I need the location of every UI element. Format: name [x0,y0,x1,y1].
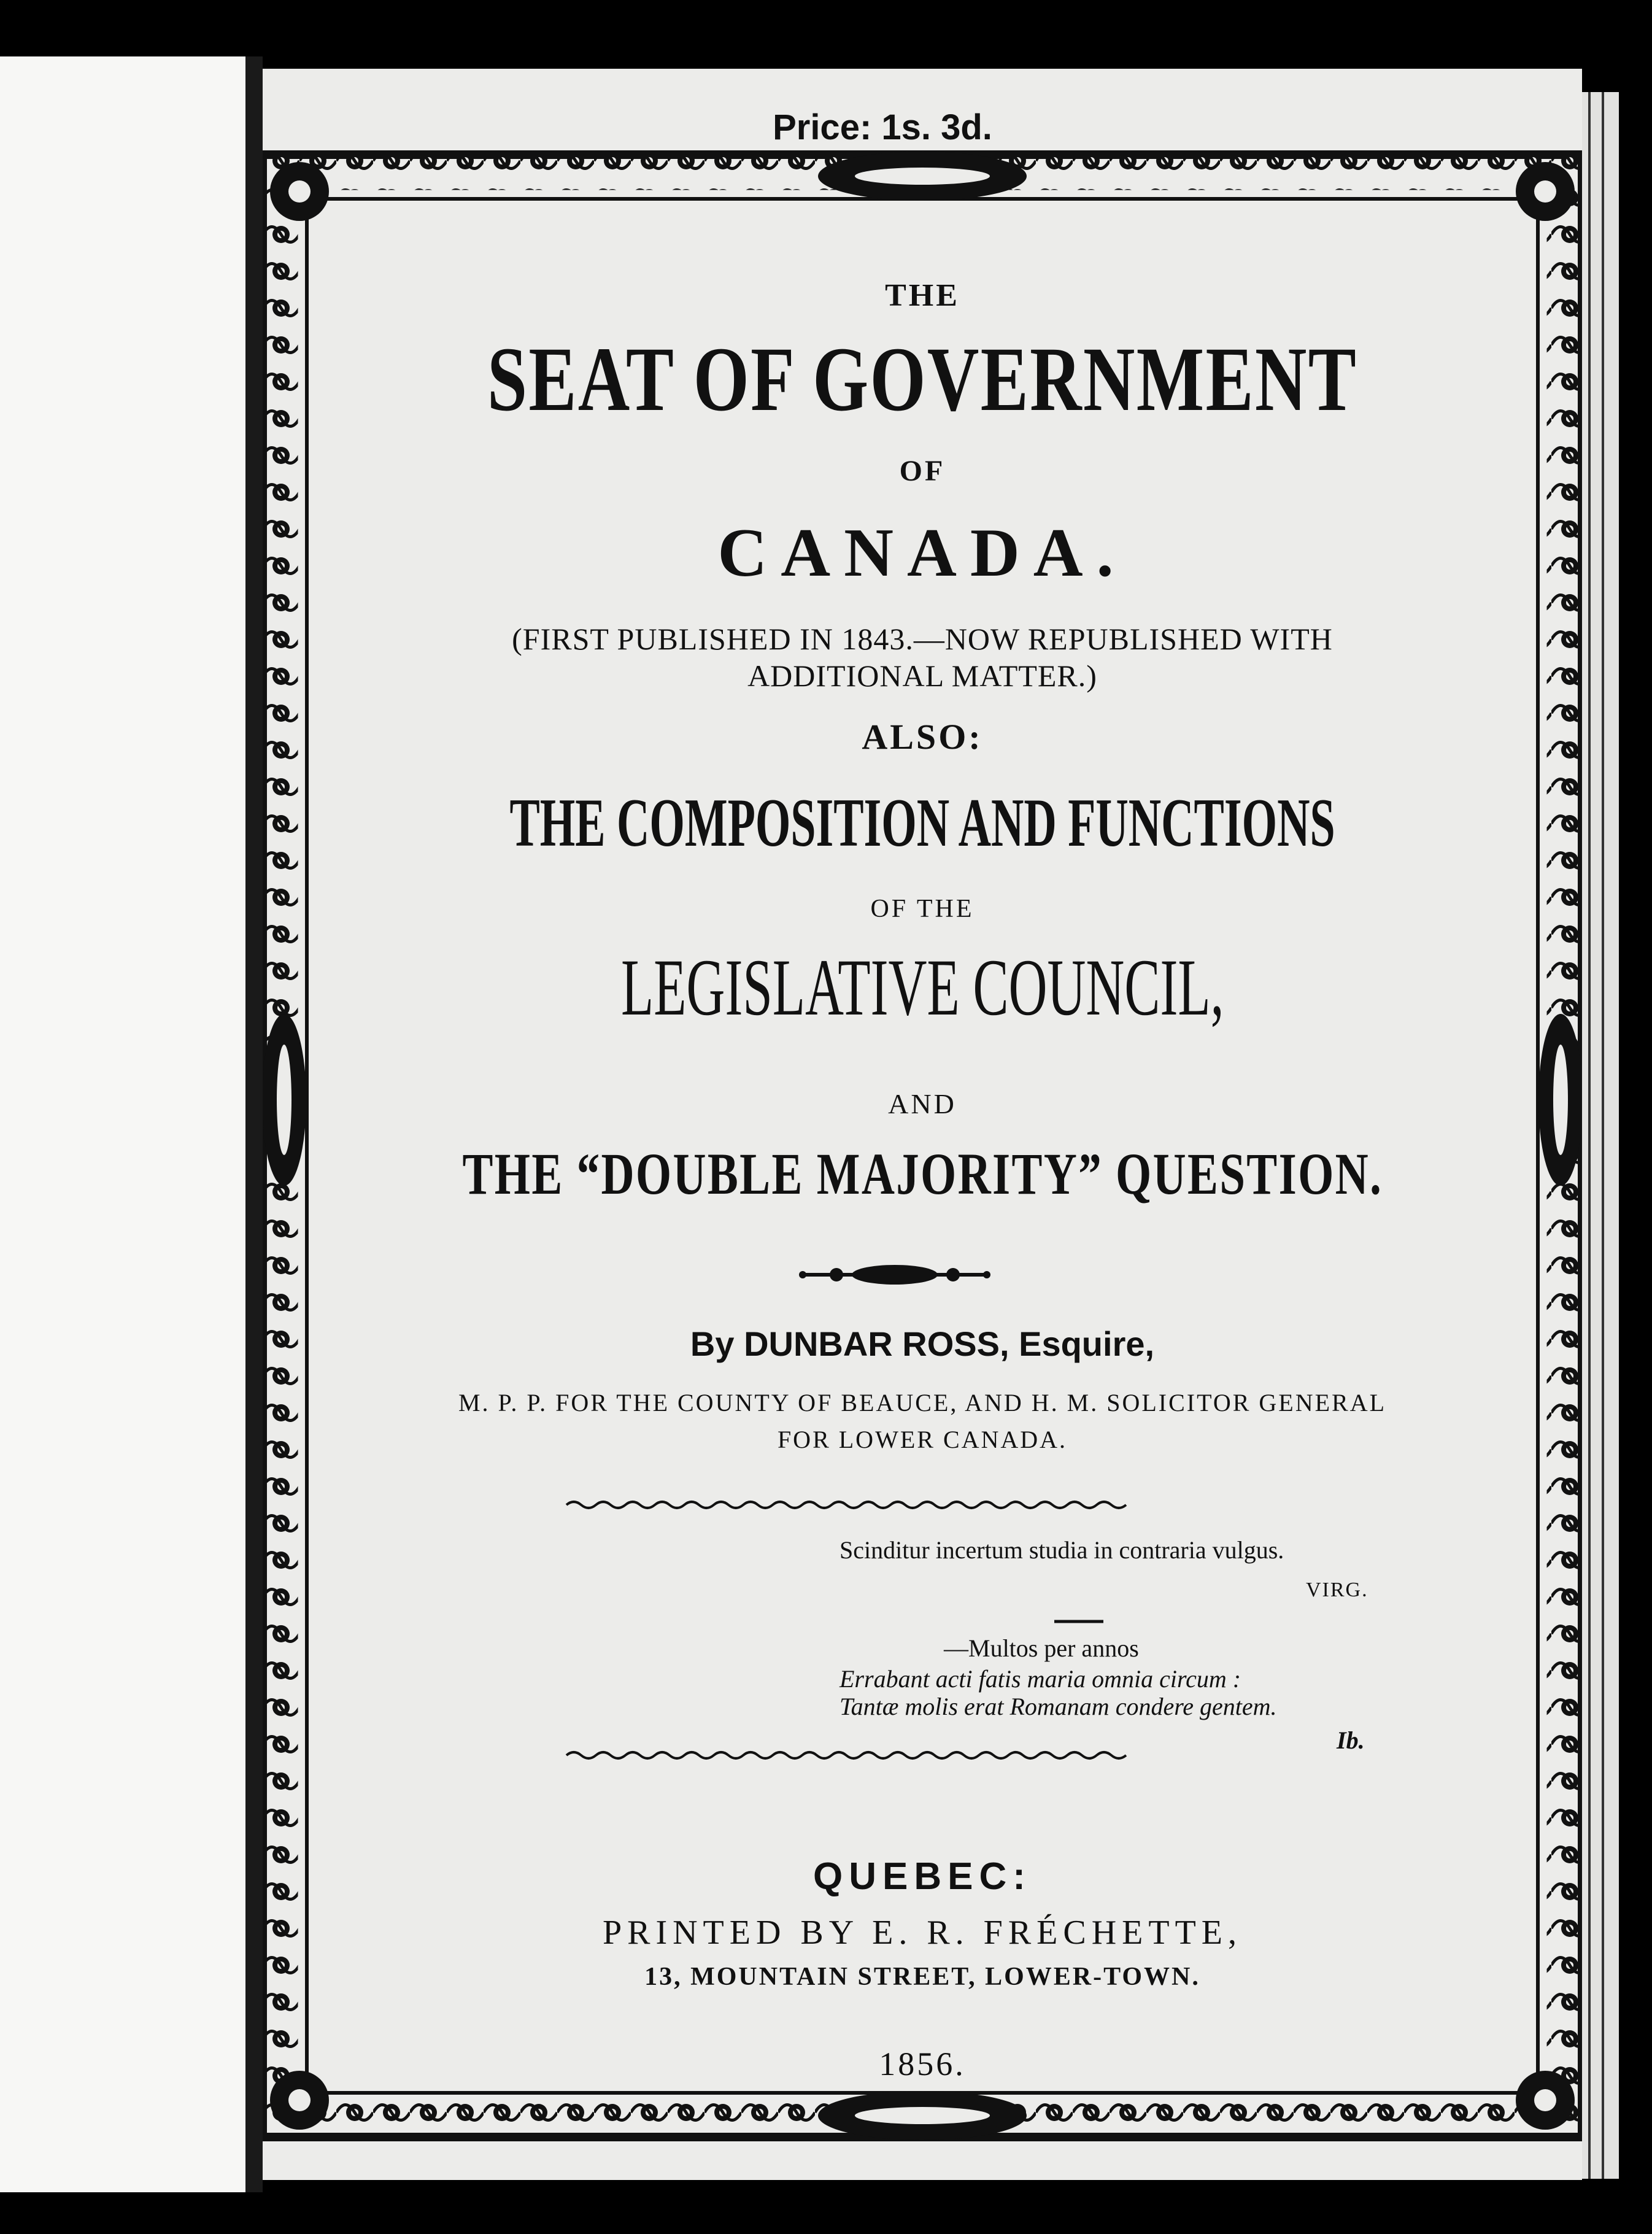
title-and: AND [888,1088,957,1119]
title-the: THE [885,278,960,313]
imprint-printer: PRINTED BY E. R. FRÉCHETTE, [602,1914,1243,1952]
book-gutter [245,56,263,2192]
author-office-line1: M. P. P. FOR THE COUNTY OF BEAUCE, AND H. M. SOLICITOR GENERAL [458,1389,1387,1417]
wavy-rule [566,1752,1126,1758]
author-byline: By DUNBAR ROSS, Esquire, [690,1324,1155,1363]
price-label: Price: 1s. 3d. [773,107,992,147]
title-of: OF [899,455,946,487]
epigraph-line: —Multos per annos [944,1634,1139,1662]
scroll-ornament-rule [799,1265,990,1285]
subtitle-double-majority [263,1140,1582,1208]
page-edge-line [1588,92,1591,2179]
author-office-line2: FOR LOWER CANADA. [777,1426,1068,1453]
subtitle-legislative-council-text: LEGISLATIVE COUNCIL, [620,942,1224,1032]
title-of-the: OF THE [870,895,975,923]
subtitle-composition-text: THE COMPOSITION AND FUNCTIONS [509,785,1335,861]
epigraph-virgil: Scinditur incertum studia in contraria vulgus. [840,1536,1284,1564]
subtitle-double-majority-text: THE “DOUBLE MAJORITY” QUESTION. [462,1141,1383,1207]
imprint-city: QUEBEC: [813,1855,1032,1898]
imprint-year: 1856. [879,2046,966,2082]
main-title-text: SEAT OF GOVERNMENT [487,328,1358,430]
title-also: ALSO: [862,717,983,757]
publication-note-line2: ADDITIONAL MATTER.) [747,659,1097,693]
epigraph-line: Tantæ molis erat Romanam condere gentem. [840,1693,1277,1720]
main-title [263,327,1582,432]
page-edge [1582,92,1619,2179]
epigraph-line: Errabant acti fatis maria omnia circum : [840,1665,1241,1693]
imprint-address: 13, MOUNTAIN STREET, LOWER-TOWN. [644,1963,1200,1991]
title-page [263,69,1582,2180]
facing-blank-page [0,56,245,2192]
epigraph-attribution-virgil: VIRG. [1306,1579,1368,1601]
epigraph-attribution-ibid: Ib. [1337,1726,1365,1754]
subtitle-composition [263,784,1582,863]
wavy-rule [566,1502,1126,1508]
page-edge-line [1602,92,1604,2179]
subtitle-legislative-council [263,940,1582,1034]
title-canada: CANADA. [717,515,1127,591]
publication-note-line1: (FIRST PUBLISHED IN 1843.—NOW REPUBLISHED WITH [512,622,1333,656]
